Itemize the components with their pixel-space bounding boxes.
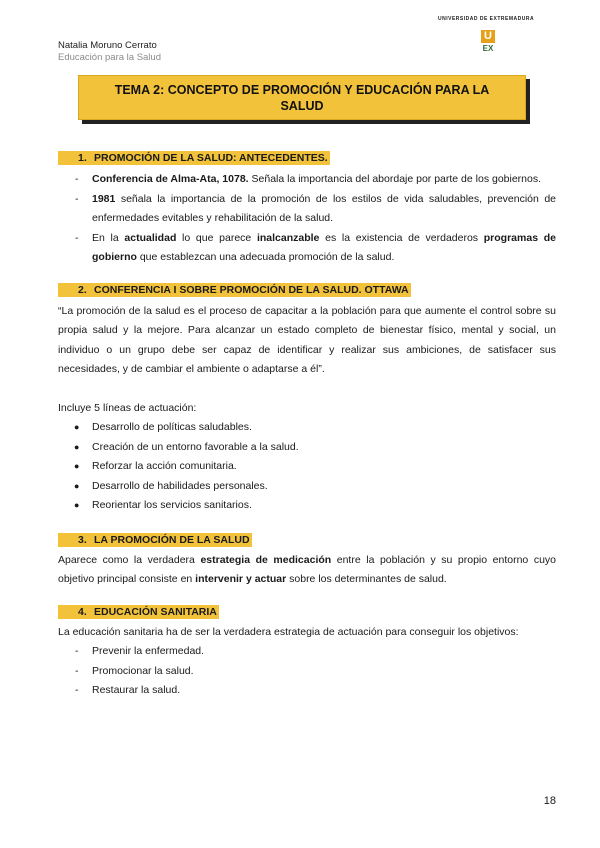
page-header (58, 40, 161, 64)
course-name: Educación para la Salud (58, 52, 161, 63)
logo-text: UNIVERSIDAD DE EXTREMADURA (438, 16, 535, 22)
university-logo (438, 16, 550, 58)
section-1-list (58, 170, 556, 268)
ottawa-quote: “La promoción de la salud es el proceso de capacitar a la población para que aumente el control sobre su propia salud y la mejore. Para alcanzar un estado completo de bienestar físico, mental y social, un individuo o un grupo debe ser capaz de identificar y realizar sus ambiciones, de satisfacer sus necesidades, y de cambiar el ambiente o adaptarse a él”. (58, 304, 556, 375)
document-body (58, 150, 556, 701)
section-2-heading: 2. CONFERENCIA I SOBRE PROMOCIÓN DE LA SALUD. OTTAWA (58, 282, 556, 298)
section-3-heading: 3. LA PROMOCIÓN DE LA SALUD (58, 532, 556, 548)
list-item: - Conferencia de Alma-Ata, 1078. Señala la importancia del abordaje por parte de los gobiernos. (58, 170, 556, 190)
list-item: - 1981 señala la importancia de la promoción de los estilos de vida saludables, prevención de enfermedades evitables y rehabilitación de la salud. (58, 190, 556, 229)
logo-wordmark (438, 16, 550, 22)
list-item: ● Reforzar la acción comunitaria. (58, 457, 556, 477)
list-item: ● Creación de un entorno favorable a la salud. (58, 438, 556, 458)
list-item: ● Desarrollo de habilidades personales. (58, 477, 556, 497)
page-number: 18 (543, 795, 556, 807)
lines-intro: Incluye 5 líneas de actuación: (58, 401, 197, 414)
section-4-intro: La educación sanitaria ha de ser la verdadera estrategia de actuación para conseguir los objetivos: (58, 625, 519, 638)
objectives-list (58, 642, 556, 701)
list-item: - Prevenir la enfermedad. (58, 642, 556, 662)
list-item: - Promocionar la salud. (58, 662, 556, 682)
list-item: ● Desarrollo de políticas saludables. (58, 418, 556, 438)
topic-title-banner (78, 75, 526, 120)
list-item: - Restaurar la salud. (58, 681, 556, 701)
list-item: ● Reorientar los servicios sanitarios. (58, 496, 556, 516)
action-lines-list (58, 418, 556, 516)
topic-title: TEMA 2: CONCEPTO DE PROMOCIÓN Y EDUCACIÓN PARA LA SALUD (114, 82, 490, 113)
list-item: - En la actualidad lo que parece inalcanzable es la existencia de verdaderos programas de gobierno que establezcan una adecuada promoción de la salud. (58, 229, 556, 268)
author-name: Natalia Moruno Cerrato (58, 40, 157, 51)
uex-logo-icon: U EX (482, 30, 494, 53)
section-4-heading: 4. EDUCACIÓN SANITARIA (58, 604, 556, 620)
section-1-heading: 1. PROMOCIÓN DE LA SALUD: ANTECEDENTES. (58, 150, 556, 166)
section-3-paragraph: Aparece como la verdadera estrategia de medicación entre la población y su propio entorno cuyo objetivo principal consiste en intervenir y actuar sobre los determinantes de salud. (58, 553, 557, 585)
